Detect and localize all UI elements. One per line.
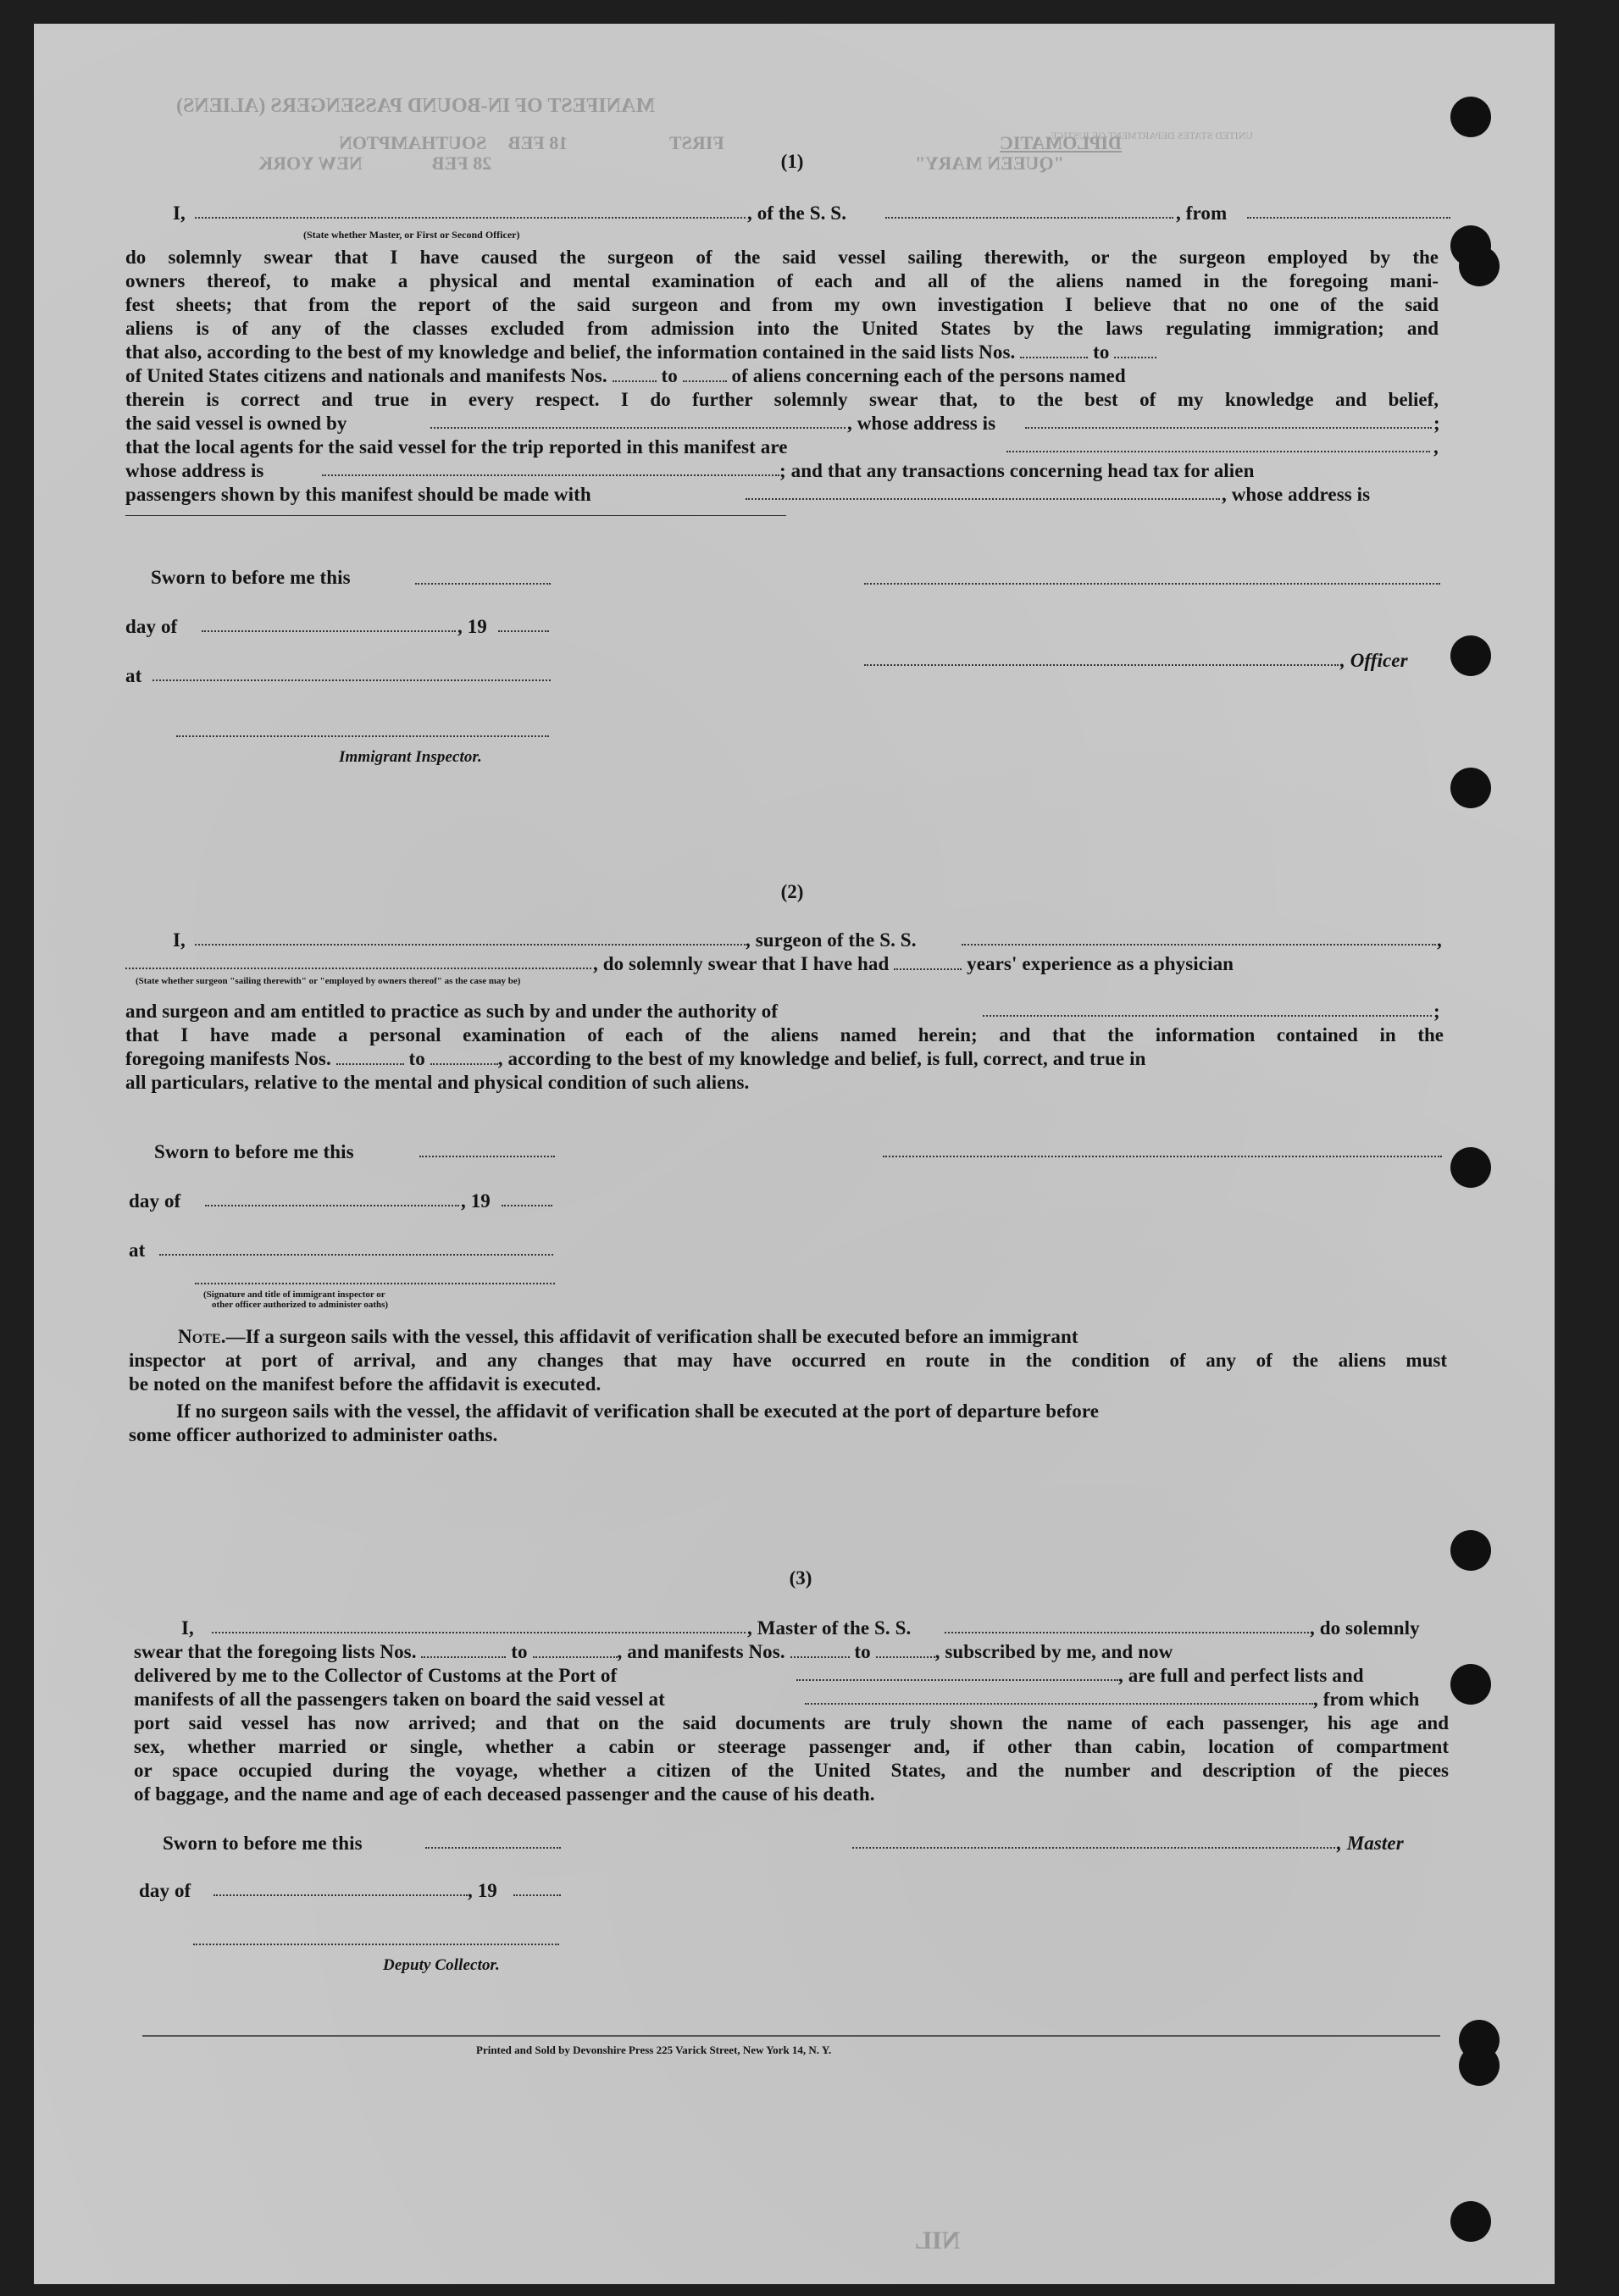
s2-sworn-field[interactable] bbox=[419, 1156, 555, 1157]
s1-ship-field[interactable] bbox=[885, 217, 1173, 219]
punch-hole bbox=[1450, 2201, 1491, 2242]
bleed-class: FIRST bbox=[669, 132, 724, 153]
s3-para-line-6: or space occupied during the voyage, whether a citizen of the United States, and the number and description of the pieces bbox=[134, 1760, 1449, 1781]
s1-day-of-label: day of bbox=[125, 616, 178, 637]
s2-note-line-1 bbox=[178, 1325, 1078, 1349]
punch-hole bbox=[1459, 2045, 1500, 2086]
s3-ship-field[interactable] bbox=[945, 1632, 1309, 1633]
s1-semicolon: ; bbox=[1433, 413, 1440, 434]
s3-i: I, bbox=[181, 1617, 194, 1639]
s3-do-solemnly: , do solemnly bbox=[1310, 1617, 1420, 1639]
s1-head-tax: ; and that any transactions concerning head tax for alien bbox=[779, 460, 1255, 481]
s2-at-field[interactable] bbox=[159, 1254, 553, 1256]
s3-collector-sig-line[interactable] bbox=[193, 1944, 559, 1945]
s3-day-of-label: day of bbox=[139, 1880, 191, 1901]
s1-owner-address-field[interactable] bbox=[1025, 427, 1432, 429]
s2-note-label: Note. bbox=[178, 1326, 226, 1347]
s1-manifests-from-field[interactable] bbox=[613, 367, 657, 382]
s3-lists-to-field[interactable] bbox=[533, 1643, 618, 1658]
s2-manifests-to: to bbox=[408, 1048, 425, 1069]
s1-owner-field[interactable] bbox=[430, 427, 846, 429]
s2-year-field[interactable] bbox=[502, 1205, 552, 1206]
footer-rule bbox=[142, 2035, 1440, 2037]
s2-para-line-2: that I have made a personal examination of each of the aliens named herein; and that the information contained in the bbox=[125, 1024, 1444, 1045]
s3-taken-at-field[interactable] bbox=[805, 1703, 1313, 1705]
s2-note-line-2: inspector at port of arrival, and any changes that may have occurred en route in the condition of any of the aliens must bbox=[129, 1350, 1447, 1371]
s2-swear-text: , do solemnly swear that I have had bbox=[593, 953, 890, 974]
s1-whose-address: whose address is bbox=[125, 460, 264, 481]
section-1-number: (1) bbox=[780, 151, 804, 172]
s3-manifests-to: to bbox=[854, 1641, 871, 1662]
s2-sig-note-1: (Signature and title of immigrant inspector or bbox=[203, 1289, 385, 1300]
punch-hole bbox=[1450, 97, 1491, 137]
punch-hole bbox=[1450, 635, 1491, 676]
s2-inspector-sig-line[interactable] bbox=[195, 1283, 555, 1284]
s3-day-field[interactable] bbox=[213, 1894, 468, 1896]
s1-whose-address-end: , whose address is bbox=[1222, 484, 1371, 505]
s2-authority-field[interactable] bbox=[983, 1015, 1432, 1017]
s2-status-field[interactable] bbox=[125, 968, 591, 969]
bleed-dept: UNITED STATES DEPARTMENT OF JUSTICE bbox=[1051, 130, 1254, 141]
s1-manifests-text: of United States citizens and nationals and manifests Nos. bbox=[125, 365, 607, 386]
s3-collector-label: Deputy Collector. bbox=[383, 1956, 500, 1974]
s3-from-which: , from which bbox=[1313, 1689, 1420, 1710]
s1-para-line-2: owners thereof, to make a physical and mental examination of each and all of the aliens named in the foregoing mani- bbox=[125, 270, 1439, 291]
s1-comma: , bbox=[1433, 436, 1439, 458]
s2-surgeon-signature-line[interactable] bbox=[883, 1156, 1442, 1157]
s1-year-field[interactable] bbox=[498, 630, 549, 632]
s2-i: I, bbox=[173, 929, 186, 951]
s3-para-line-7: of baggage, and the name and age of each deceased passenger and the cause of his death. bbox=[134, 1783, 875, 1805]
s2-surgeon-of-ss: , surgeon of the S. S. bbox=[746, 929, 917, 951]
s1-owner-address-label: , whose address is bbox=[847, 413, 996, 434]
s2-surgeon-name-field[interactable] bbox=[195, 944, 746, 946]
s1-para-line-6 bbox=[125, 364, 1126, 388]
s1-para-line-1: do solemnly swear that I have caused the surgeon of the said vessel sailing therewith, or the surgeon employed by the bbox=[125, 247, 1439, 268]
s1-officer-sig-field[interactable] bbox=[864, 664, 1339, 666]
s2-para-line-3 bbox=[125, 1047, 1145, 1071]
s3-full-perfect: , are full and perfect lists and bbox=[1118, 1665, 1364, 1686]
s1-at-field[interactable] bbox=[152, 679, 551, 681]
punch-hole bbox=[1459, 246, 1500, 286]
s3-master-sig-field[interactable] bbox=[852, 1847, 1335, 1849]
bleed-port: SOUTHAMPTON bbox=[339, 132, 487, 153]
s2-at-label: at bbox=[129, 1240, 146, 1261]
s3-year-label: , 19 bbox=[468, 1880, 497, 1901]
s3-para-line-4: port said vessel has now arrived; and that on the said documents are truly shown the name of each passenger, his age and bbox=[134, 1712, 1449, 1733]
s2-sig-note-2: other officer authorized to administer oaths) bbox=[212, 1300, 389, 1310]
s2-para-line-4: all particulars, relative to the mental and physical condition of such aliens. bbox=[125, 1072, 750, 1093]
s3-manifests-taken: manifests of all the passengers taken on board the said vessel at bbox=[134, 1689, 665, 1710]
s1-inspector-label: Immigrant Inspector. bbox=[339, 748, 482, 766]
printer-imprint: Printed and Sold by Devonshire Press 225 Varick Street, New York 14, N. Y. bbox=[476, 2044, 832, 2056]
s1-sworn-label: Sworn to before me this bbox=[151, 567, 351, 588]
s3-para-line-5: sex, whether married or single, whether a cabin or steerage passenger and, if other than cabin, location of compartment bbox=[134, 1736, 1449, 1757]
s2-day-of-label: day of bbox=[129, 1190, 181, 1212]
s2-years-text: years' experience as a physician bbox=[967, 953, 1234, 974]
s3-master-label: , Master bbox=[1337, 1833, 1404, 1854]
s3-subscribed: , subscribed by me, and now bbox=[934, 1641, 1173, 1662]
s1-aliens-concerning: of aliens concerning each of the persons named bbox=[731, 365, 1126, 386]
s1-para-line-5 bbox=[125, 341, 1156, 364]
s1-officer-label: , Officer bbox=[1340, 650, 1408, 671]
s3-sworn-label: Sworn to before me this bbox=[163, 1833, 363, 1854]
bleed-stamp: DIPLOMATIC bbox=[1000, 132, 1122, 153]
s1-agents-field[interactable] bbox=[1006, 451, 1430, 452]
s3-lists-text: swear that the foregoing lists Nos. bbox=[134, 1641, 417, 1662]
punch-hole bbox=[1450, 1664, 1491, 1705]
s2-practice: and surgeon and am entitled to practice as such by and under the authority of bbox=[125, 1001, 779, 1022]
s3-port-field[interactable] bbox=[796, 1679, 1118, 1681]
s1-of-ss: , of the S. S. bbox=[747, 202, 847, 224]
s2-day-field[interactable] bbox=[205, 1205, 459, 1206]
s1-i: I, bbox=[173, 202, 186, 224]
s3-para-line-1 bbox=[134, 1640, 1173, 1664]
bleed-arrival: NEW YORK bbox=[258, 153, 363, 174]
punch-hole bbox=[1450, 768, 1491, 808]
s2-swear-years bbox=[593, 952, 1234, 976]
s2-note-line-4: If no surgeon sails with the vessel, the affidavit of verification shall be executed at the port of departure before bbox=[176, 1400, 1100, 1422]
s1-local-agents: that the local agents for the said vessel for the trip reported in this manifest are bbox=[125, 436, 788, 458]
s3-manifests-text: , and manifests Nos. bbox=[617, 1641, 785, 1662]
section-3-number: (3) bbox=[789, 1567, 812, 1589]
bleed-footer: NIL bbox=[915, 2227, 961, 2254]
s2-note-line-5: some officer authorized to administer oaths. bbox=[129, 1424, 498, 1445]
s2-status-note: (State whether surgeon "sailing therewith" or "employed by owners thereof" as the case may be) bbox=[136, 976, 521, 986]
s3-year-field[interactable] bbox=[513, 1894, 561, 1896]
section-2-number: (2) bbox=[780, 881, 804, 902]
punch-hole bbox=[1450, 1530, 1491, 1571]
s1-passengers-shown: passengers shown by this manifest should be made with bbox=[125, 484, 591, 505]
bleed-date2: 28 FEB bbox=[432, 153, 492, 174]
s3-manifests-from-field[interactable] bbox=[790, 1643, 850, 1658]
s1-officer-name-field[interactable] bbox=[195, 217, 746, 219]
s2-manifests-from-field[interactable] bbox=[336, 1050, 404, 1065]
s1-continuation-line bbox=[125, 515, 786, 516]
s2-comma: , bbox=[1437, 929, 1442, 951]
s3-manifests-to-field[interactable] bbox=[876, 1643, 935, 1658]
s1-manifests-to-field[interactable] bbox=[683, 367, 727, 382]
s1-lists-text: that also, according to the best of my knowledge and belief, the information contained in the said lists Nos. bbox=[125, 341, 1016, 363]
s3-master-of-ss: , Master of the S. S. bbox=[747, 1617, 912, 1639]
s2-ship-field[interactable] bbox=[962, 944, 1436, 946]
s1-agents-address-field[interactable] bbox=[322, 474, 779, 476]
s1-sworn-field[interactable] bbox=[415, 583, 551, 585]
s1-para-line-4: aliens is of any of the classes excluded from admission into the United States by the laws regulating immigration; and bbox=[125, 318, 1439, 339]
s3-delivered: delivered by me to the Collector of Customs at the Port of bbox=[134, 1665, 618, 1686]
s2-sworn-label: Sworn to before me this bbox=[154, 1141, 354, 1162]
s1-day-field[interactable] bbox=[202, 630, 456, 632]
s1-lists-to: to bbox=[1093, 341, 1110, 363]
s3-lists-from-field[interactable] bbox=[421, 1643, 506, 1658]
s1-from: , from bbox=[1176, 202, 1228, 224]
s3-master-name-field[interactable] bbox=[212, 1632, 746, 1633]
s1-lists-from-field[interactable] bbox=[1020, 343, 1088, 358]
s1-para-line-3: fest sheets; that from the report of the said surgeon and from my own investigation I believe that no one of the said bbox=[125, 294, 1439, 315]
s3-sworn-field[interactable] bbox=[425, 1847, 561, 1849]
s1-manifests-to: to bbox=[661, 365, 678, 386]
manifest-verification-page bbox=[34, 24, 1555, 2284]
bleed-title: MANIFEST OF IN-BOUND PASSENGERS (ALIENS) bbox=[176, 95, 655, 117]
s2-semicolon: ; bbox=[1433, 1001, 1440, 1022]
bleed-ship: "QUEEN MARY" bbox=[915, 153, 1064, 174]
s1-title-note: (State whether Master, or First or Second Officer) bbox=[303, 229, 520, 241]
s3-lists-to: to bbox=[511, 1641, 528, 1662]
s1-head-tax-agent-field[interactable] bbox=[746, 498, 1220, 500]
s1-at-label: at bbox=[125, 665, 142, 686]
s1-lists-to-field[interactable] bbox=[1114, 343, 1156, 358]
s1-owned-by: the said vessel is owned by bbox=[125, 413, 347, 434]
punch-hole bbox=[1450, 1147, 1491, 1188]
s2-note-text-1: —If a surgeon sails with the vessel, this affidavit of verification shall be executed before an immigrant bbox=[225, 1326, 1078, 1347]
s1-para-line-7: therein is correct and true in every respect. I do further solemnly swear that, to the best of my knowledge and belief, bbox=[125, 389, 1439, 410]
s2-years-field[interactable] bbox=[894, 955, 962, 970]
s2-note-line-3: be noted on the manifest before the affidavit is executed. bbox=[129, 1373, 602, 1395]
s1-inspector-sig-line[interactable] bbox=[176, 735, 549, 737]
s2-manifests-text: foregoing manifests Nos. bbox=[125, 1048, 331, 1069]
bleed-date1: 18 FEB bbox=[508, 132, 568, 153]
s2-year-label: , 19 bbox=[461, 1190, 491, 1212]
s2-manifests-to-field[interactable] bbox=[430, 1050, 498, 1065]
s2-full-correct: , according to the best of my knowledge and belief, is full, correct, and true in bbox=[497, 1048, 1146, 1069]
s1-signature-line[interactable] bbox=[864, 583, 1440, 585]
s1-from-field[interactable] bbox=[1247, 217, 1450, 219]
s1-year-label: , 19 bbox=[457, 616, 487, 637]
